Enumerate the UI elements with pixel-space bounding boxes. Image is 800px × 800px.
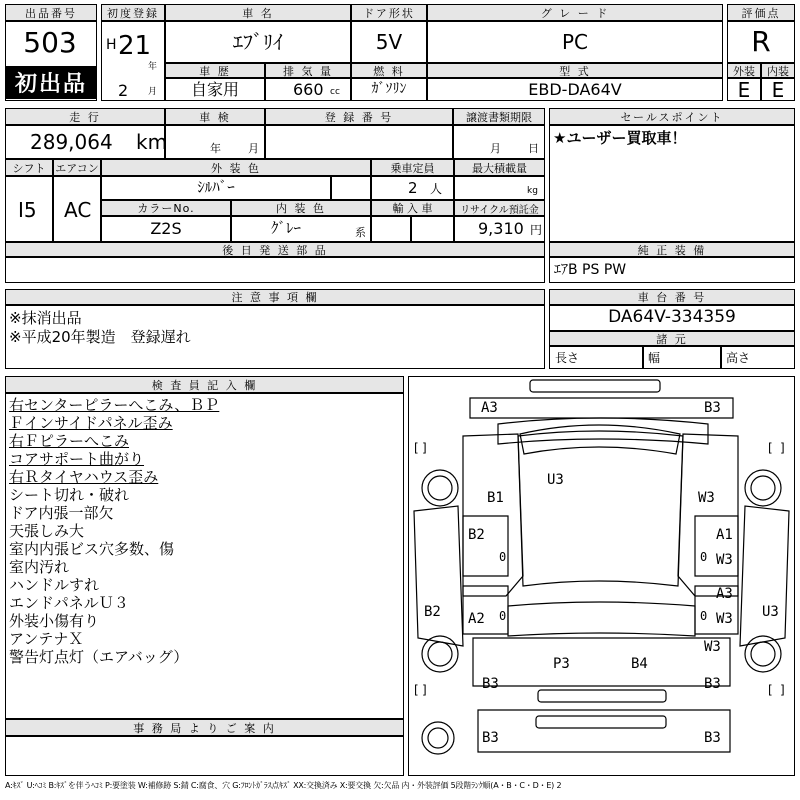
inspector-note-line: 室内内張ビス穴多数、傷 [9, 540, 175, 558]
mark-a3-top-left: A3 [481, 400, 498, 416]
color-number-label: カラーNo. [101, 200, 231, 216]
color-number: Z2S [150, 219, 182, 238]
displacement-label: 排 気 量 [265, 63, 351, 78]
fuel-type: ｶﾞｿﾘﾝ [371, 81, 407, 97]
footer-legend: A:ｷｽﾞ U:ﾍｺﾐ B:ｷｽﾞを伴うﾍｺﾐ P:要塗装 W:補修跡 S:錆 C:腐食、穴 G:ﾌﾛﾝﾄｶﾞﾗｽ点ｷｽﾞ XX:交換済み X:要交換 欠:欠品 内・外装評価 5段階ﾗﾝｸ順(A・B・C・D・E) 2 [5, 781, 562, 790]
mark-u3-roof: U3 [547, 472, 564, 488]
import-label: 輸 入 車 [371, 200, 454, 216]
inspector-note-line: 外装小傷有り [9, 612, 100, 630]
mark-a1-right-door: A1 [716, 527, 733, 543]
exterior-grade: E [737, 78, 751, 102]
front-bumper-outline [530, 380, 660, 392]
right-front-body [678, 434, 738, 596]
inspector-note-line: 室内汚れ [9, 558, 70, 576]
mark-b2-left-side: B2 [424, 604, 441, 620]
import-box-b [411, 216, 454, 242]
transfer-deadline-label: 譲渡書類期限 [453, 108, 545, 125]
specs-label: 諸 元 [549, 331, 795, 346]
mileage-unit: km [136, 130, 168, 154]
interior-grade: E [771, 78, 785, 102]
door-label: ドア形状 [351, 4, 427, 21]
shift-value: I5 [18, 198, 37, 222]
inspector-note-line: Ｆインサイドパネル歪み [9, 414, 173, 432]
capacity-value: 2 [408, 179, 418, 197]
inspector-note-line: ドア内張一部欠 [9, 504, 114, 522]
notes-label: 注 意 事 項 欄 [5, 289, 545, 305]
model-code: EBD-DA64V [528, 80, 622, 99]
exterior-grade-label: 外装 [727, 63, 761, 78]
notes-line-1: ※抹消出品 [9, 309, 82, 327]
mark-b3-rear-left: B3 [482, 676, 499, 692]
mark-b1-left: B1 [487, 490, 504, 506]
right-side-outline [740, 506, 789, 646]
recycle-fee-unit: 円 [530, 223, 543, 237]
left-front-body [463, 434, 523, 596]
inspector-notes-list [9, 396, 401, 666]
door-type: 5V [375, 30, 403, 54]
inspector-note-line: 右Ｆピラーへこみ [9, 432, 130, 450]
score-label: 評価点 [727, 4, 795, 21]
inspector-notes-label: 検 査 員 記 入 欄 [5, 376, 404, 393]
recycle-fee: 9,310 [478, 219, 524, 238]
inspector-note-line: コアサポート曲がり [9, 450, 145, 468]
lot-number: 503 [23, 26, 77, 59]
mark-w3-right-front: W3 [698, 490, 715, 506]
mileage-label: 走 行 [5, 108, 165, 125]
registration-number-box [265, 125, 453, 159]
capacity-unit: 人 [430, 182, 443, 196]
inspector-note-line: 警告灯点灯（エアバッグ） [9, 648, 189, 666]
first-registration-label: 初度登録 [101, 4, 165, 21]
inspection-month-unit: 月 [248, 142, 259, 155]
displacement-unit: cc [330, 87, 340, 97]
mark-b3-rear-right: B3 [704, 676, 721, 692]
office-notice-label: 事 務 局 よ り ご 案 内 [5, 719, 404, 736]
year-unit: 年 [148, 62, 158, 72]
svg-text:[: [ [768, 441, 773, 455]
car-outline-diagram [408, 376, 795, 776]
svg-text:[: [ [414, 683, 419, 697]
score: R [751, 25, 771, 58]
later-parts-box [5, 257, 545, 283]
left-front-door [463, 516, 508, 576]
svg-text:[: [ [414, 441, 419, 455]
office-notice-box [5, 736, 404, 776]
rear-glass-outline [508, 602, 695, 636]
width-label: 幅 [648, 351, 661, 365]
first-listing-badge: 初出品 [6, 66, 96, 99]
svg-text:]: ] [422, 683, 427, 697]
inspector-note-line: 右Ｒタイヤハウス歪み [9, 468, 159, 486]
mileage-value: 289,064 [30, 130, 113, 154]
rear-bumper-outline [538, 690, 666, 702]
rear-bumper-lower [536, 716, 666, 728]
transfer-day-unit: 日 [528, 142, 539, 155]
zero-mark-left-rear: 0 [499, 609, 507, 623]
zero-mark-right-rear: 0 [700, 609, 708, 623]
history-label: 車 歴 [165, 63, 265, 78]
inspector-note-line: ハンドルすれ [9, 576, 100, 594]
mark-w3-right-lower: W3 [704, 639, 721, 655]
registration-number-label: 登 録 番 号 [265, 108, 453, 125]
era-letter: H [106, 37, 117, 53]
mark-w3-right-door: W3 [716, 552, 733, 568]
mark-b3-top-right: B3 [704, 400, 721, 416]
month-unit: 月 [148, 87, 158, 97]
displacement: 660 [293, 80, 324, 99]
interior-color-label: 内 装 色 [231, 200, 371, 216]
ac-value: AC [64, 198, 92, 222]
front-left-wheel [422, 470, 458, 506]
mark-b2-left-door: B2 [468, 527, 485, 543]
mark-b3-bottom-right: B3 [704, 730, 721, 746]
max-load-unit: kg [527, 186, 538, 196]
interior-color: ｸﾞﾚｰ [270, 219, 301, 237]
recycle-fee-label: リサイクル預託金 [454, 200, 545, 216]
hood-outline [470, 398, 733, 418]
svg-text:[: [ [768, 683, 773, 697]
mark-w3-right-rear: W3 [716, 611, 733, 627]
inspection-label: 車 検 [165, 108, 265, 125]
chassis-number: DA64V-334359 [608, 307, 736, 327]
inspector-note-line: 天張しみ大 [9, 522, 85, 540]
exterior-color-label: 外 装 色 [101, 159, 371, 176]
interior-color-unit: 系 [355, 226, 366, 239]
svg-text:]: ] [780, 683, 785, 697]
inspection-year-unit: 年 [210, 142, 221, 155]
max-load-label: 最大積載量 [454, 159, 545, 176]
model-label: 型 式 [427, 63, 723, 78]
sales-point-text: ★ユーザー買取車！ [553, 129, 687, 147]
inspector-note-line: アンテナＸ [9, 630, 84, 648]
car-name: ｴﾌﾞﾘｲ [233, 30, 283, 54]
ac-label: エアコン [53, 159, 101, 176]
import-box-a [371, 216, 411, 242]
interior-grade-label: 内装 [761, 63, 795, 78]
mark-b4-rear-right: B4 [631, 656, 648, 672]
car-history: 自家用 [190, 80, 239, 99]
roof-outline [518, 431, 683, 586]
zero-mark-right: 0 [700, 550, 708, 564]
height-label: 高さ [726, 351, 751, 365]
mark-b3-bottom-left: B3 [482, 730, 499, 746]
car-name-label: 車 名 [165, 4, 351, 21]
mark-a2-left-rear: A2 [468, 611, 485, 627]
sales-point-label: セールスポイント [549, 108, 795, 125]
shift-label: シフト [5, 159, 53, 176]
length-label: 長さ [555, 351, 580, 365]
svg-text:]: ] [780, 441, 785, 455]
exterior-color: ｼﾙﾊﾞｰ [197, 178, 235, 196]
spare-wheel [422, 722, 454, 754]
exterior-color-extra-box [331, 176, 371, 200]
lot-number-label: 出品番号 [5, 4, 97, 21]
mark-a3-right-rear: A3 [716, 586, 733, 602]
inspector-note-line: 右センターピラーへこみ、ＢＰ [9, 396, 220, 414]
later-parts-label: 後 日 発 送 部 品 [5, 242, 545, 257]
zero-mark-left: 0 [499, 550, 507, 564]
mark-p3-rear-left: P3 [553, 656, 570, 672]
inspector-note-line: エンドパネルＵ３ [9, 594, 129, 612]
registration-year: 21 [118, 31, 152, 61]
grade-label: グ レ ー ド [427, 4, 723, 21]
registration-month: 2 [118, 81, 129, 100]
notes-line-2: ※平成20年製造 登録遅れ [9, 328, 191, 346]
equipment-text: ｴｱB PS PW [554, 262, 627, 278]
chassis-number-label: 車 台 番 号 [549, 289, 795, 305]
equipment-label: 純 正 装 備 [549, 242, 795, 257]
rear-panel-outline [473, 638, 730, 686]
transfer-month-unit: 月 [490, 142, 501, 155]
fuel-label: 燃 料 [351, 63, 427, 78]
grade: PC [561, 30, 589, 54]
mark-u3-right-side: U3 [762, 604, 779, 620]
left-side-outline [414, 506, 463, 646]
svg-text:]: ] [422, 441, 427, 455]
capacity-label: 乗車定員 [371, 159, 454, 176]
inspector-note-line: シート切れ・破れ [9, 486, 130, 504]
